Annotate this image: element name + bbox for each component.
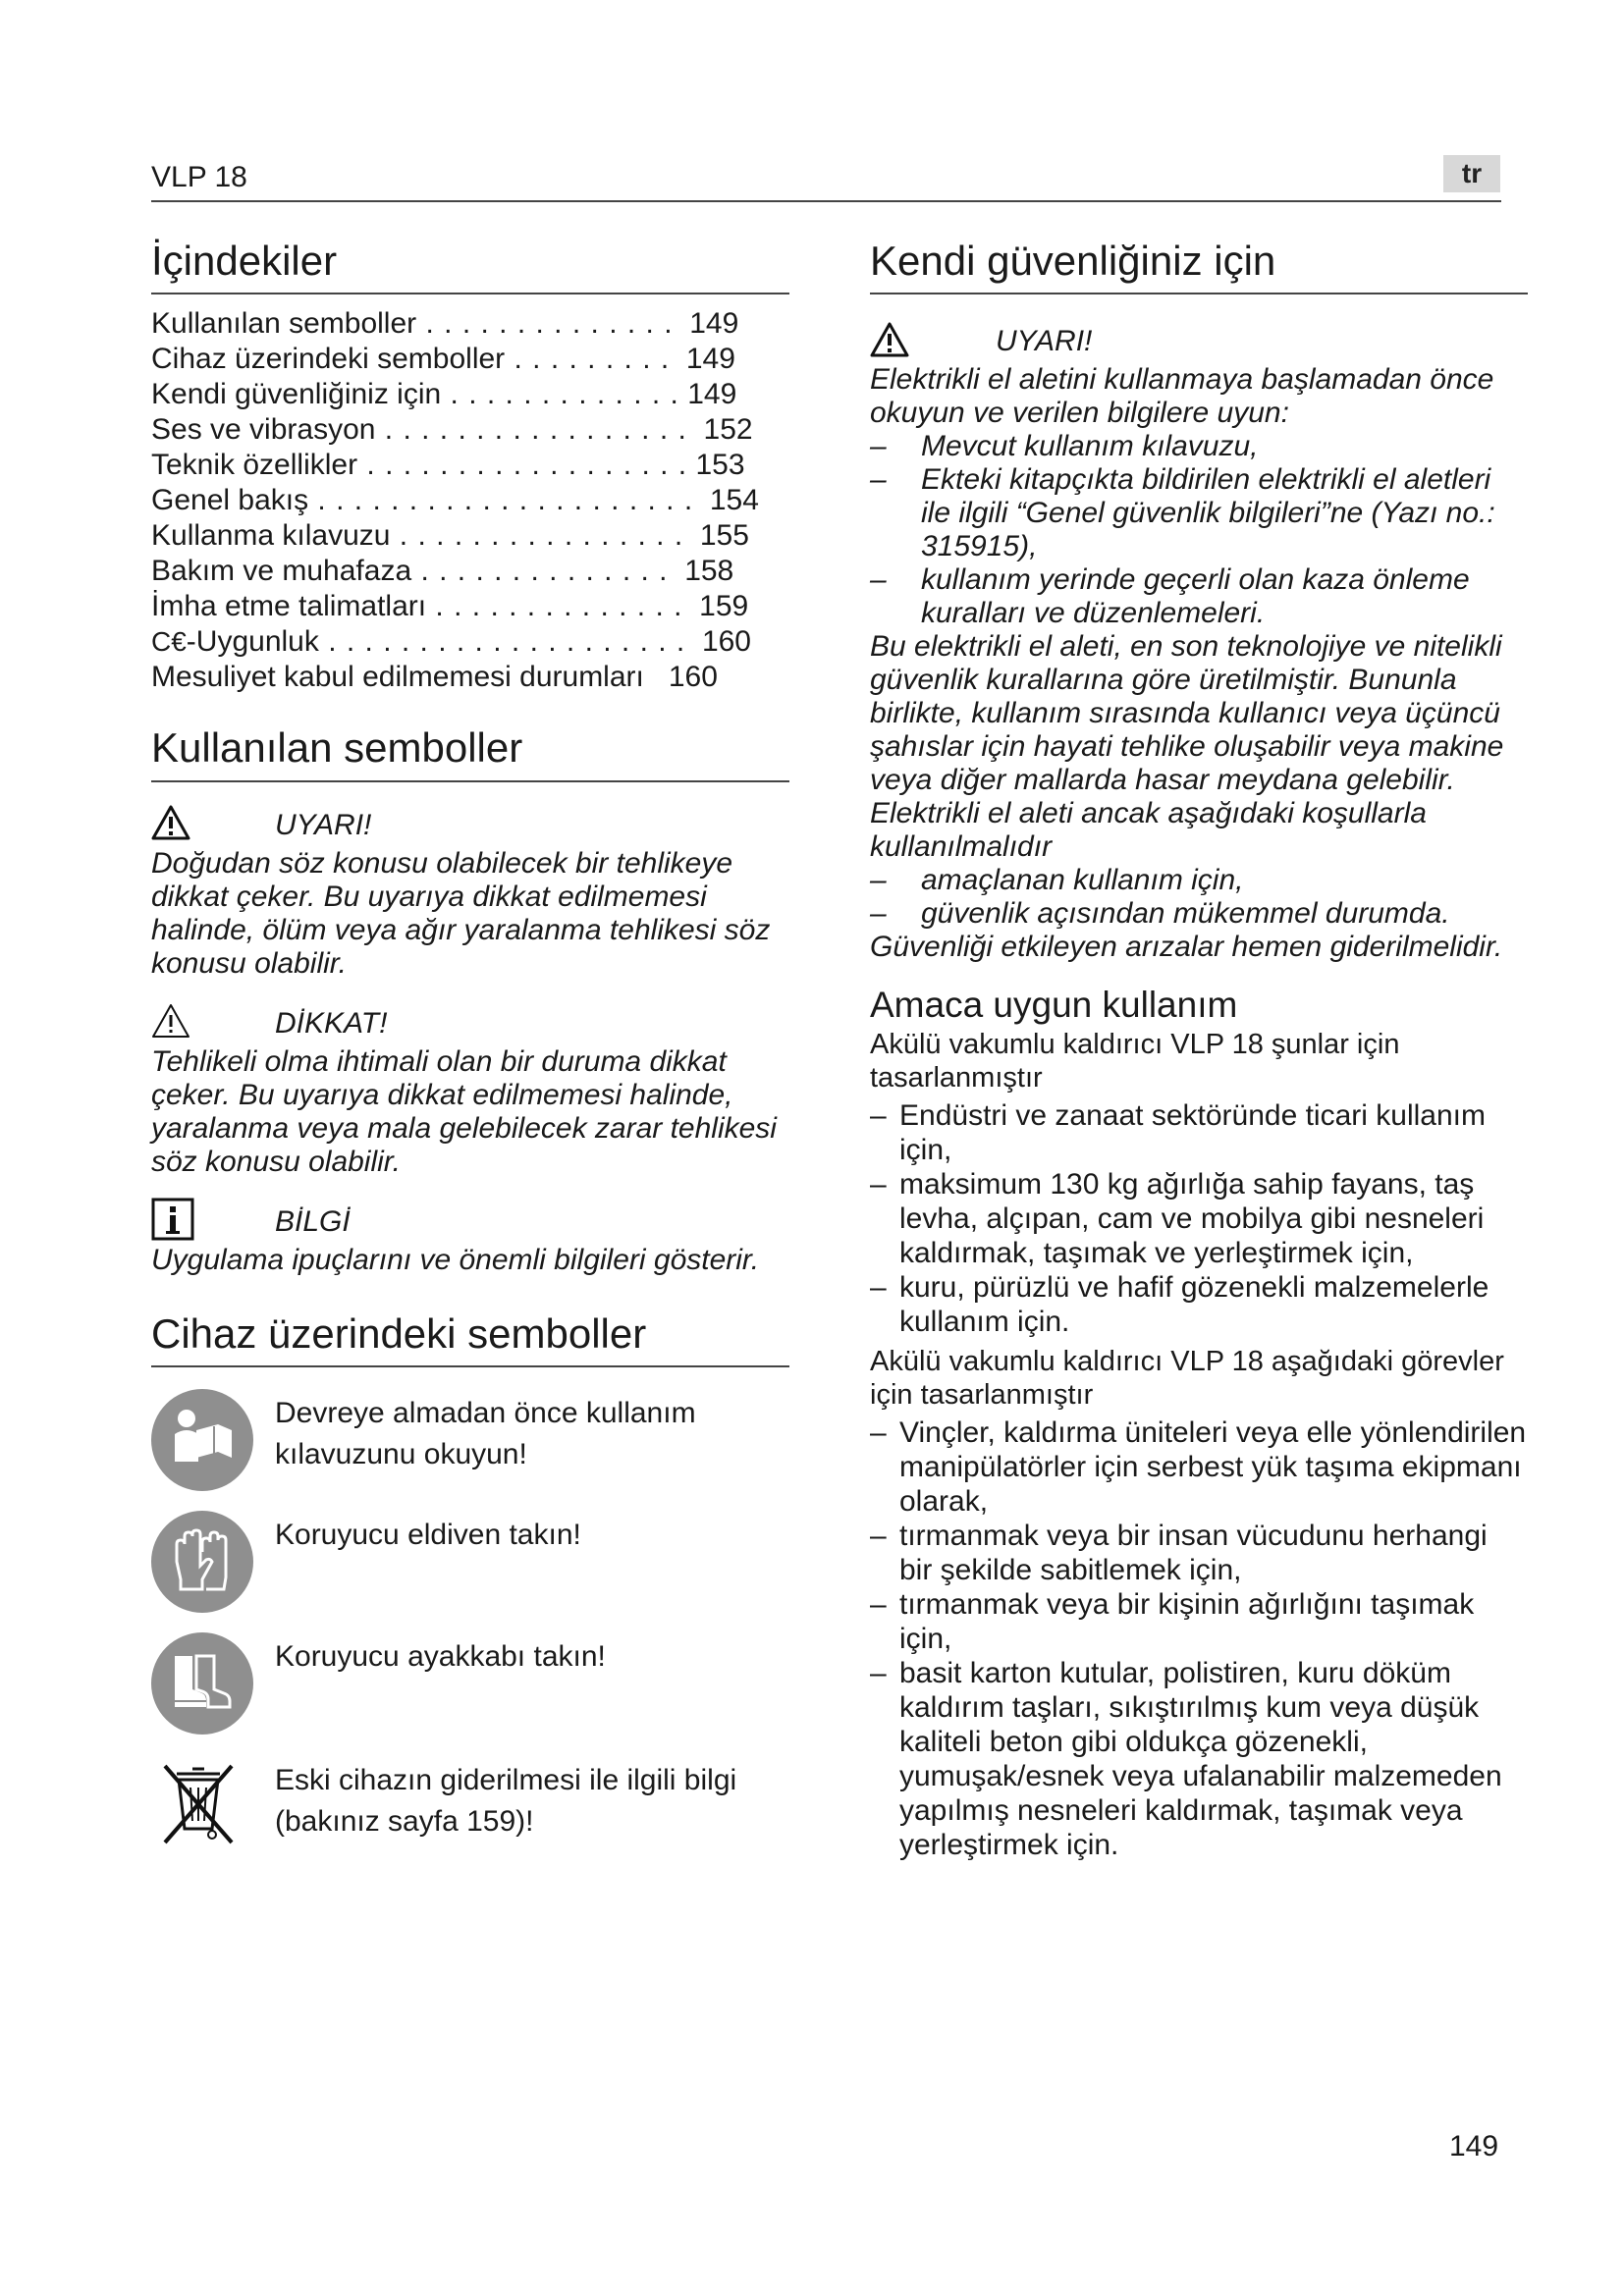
caution-label: DİKKAT!	[275, 1006, 388, 1040]
device-symbol-row	[151, 1632, 789, 1735]
info-text: Uygulama ipuçlarını ve önemli bilgileri gösterir.	[151, 1243, 760, 1276]
device-symbol-row	[151, 1511, 789, 1613]
list-item: – Endüstri ve zanaat sektöründe ticari kullanım için,	[870, 1098, 1486, 1166]
intended-use-list	[870, 1098, 1528, 1339]
device-symbols-title: Cihaz üzerindeki semboller	[151, 1299, 789, 1367]
toc-entry[interactable]: Kullanma kılavuzu . . . . . . . . . . . . . . . . 155	[151, 519, 749, 553]
device-symbol-row	[151, 1389, 789, 1491]
info-note	[151, 1201, 789, 1277]
safety-boots-icon	[163, 1644, 242, 1723]
crossed-bin-icon	[151, 1756, 245, 1850]
warning-triangle-icon	[870, 322, 909, 357]
list-item: – kullanım yerinde geçerli olan kaza önleme kuralları ve düzenlemeleri.	[870, 563, 1470, 630]
list-item: – güvenlik açısından mükemmel durumda.	[870, 897, 1450, 931]
header-divider	[151, 200, 1501, 202]
toc-entry[interactable]: C€-Uygunluk . . . . . . . . . . . . . . . . . . . . 160	[151, 625, 751, 659]
toc-entry[interactable]: İmha etme talimatları . . . . . . . . . . . . . . 159	[151, 590, 749, 623]
safety-title: Kendi güvenliğiniz için	[870, 226, 1528, 294]
safety-warning-head	[870, 320, 1528, 363]
toc-entry[interactable]: Mesuliyet kabul edilmemesi durumları 160	[151, 661, 718, 694]
safety-closing: Güvenliği etkileyen arızalar hemen giderilmelidir.	[870, 931, 1503, 964]
warning-note	[151, 804, 789, 981]
toc-list	[151, 306, 789, 695]
list-item: – basit karton kutular, polistiren, kuru döküm kaldırım taşları, sıkıştırılmış kum veya düşük kaliteli beton gibi oldukça gözenekli, yumuşak/esnek veya ufalanabilir malzemeden yapılmış nesneleri kaldırmak, taşımak veya yerleştirmek için.	[870, 1656, 1502, 1861]
device-symbol-text: Eski cihazın giderilmesi ile ilgili bilgi (bakınız sayfa 159)!	[275, 1763, 737, 1838]
warning-label: UYARI!	[275, 808, 372, 841]
toc-entry[interactable]: Teknik özellikler . . . . . . . . . . . . . . . . . . 153	[151, 449, 745, 482]
caution-triangle-icon	[151, 1003, 190, 1039]
toc-entry[interactable]: Bakım ve muhafaza . . . . . . . . . . . . . . 158	[151, 555, 734, 588]
symbols-used-title: Kullanılan semboller	[151, 713, 789, 781]
safety-warning-label: UYARI!	[996, 325, 1093, 358]
info-label: BİLGİ	[275, 1204, 351, 1238]
list-item: – Ekteki kitapçıkta bildirilen elektrikli el aletleri ile ilgili “Genel güvenlik bilgileri”ne (Yazı no.: 315915),	[870, 463, 1495, 563]
list-item: – Vinçler, kaldırma üniteleri veya elle yönlendirilen manipülatörler için serbest yük taşıma ekipmanı olarak,	[870, 1415, 1527, 1518]
intended-use-title: Amaca uygun kullanım	[870, 985, 1238, 1026]
device-symbol-text: Koruyucu ayakkabı takın!	[275, 1639, 606, 1673]
warning-triangle-icon	[151, 805, 190, 840]
language-badge: tr	[1443, 155, 1500, 192]
device-symbol-text: Devreye almadan önce kullanım kılavuzunu okuyun!	[275, 1396, 696, 1470]
safety-reference-list	[870, 430, 1528, 630]
safety-condition-list	[870, 864, 1528, 931]
page-number: 149	[1449, 2130, 1499, 2163]
device-symbol-row	[151, 1756, 789, 1855]
toc-entry[interactable]: Kullanılan semboller . . . . . . . . . . . . . . 149	[151, 307, 739, 341]
intended-use-intro: Akülü vakumlu kaldırıcı VLP 18 şunlar için tasarlanmıştır	[870, 1028, 1400, 1094]
read-manual-icon	[163, 1401, 242, 1479]
ce-mark-icon: C€	[151, 626, 187, 658]
not-intended-use-intro: Akülü vakumlu kaldırıcı VLP 18 aşağıdaki görevler için tasarlanmıştır	[870, 1345, 1504, 1411]
warning-text: Doğudan söz konusu olabilecek bir tehlikeye dikkat çeker. Bu uyarıya dikkat edilmemesi halinde, ölüm veya ağır yaralanma tehlikesi söz konusu olabilir.	[151, 846, 771, 980]
info-icon	[151, 1198, 194, 1241]
list-item: – Mevcut kullanım kılavuzu,	[870, 430, 1259, 463]
caution-text: Tehlikeli olma ihtimali olan bir duruma dikkat çeker. Bu uyarıya dikkat edilmemesi halinde, yaralanma veya mala gelebilecek zarar tehlikesi söz konusu olabilir.	[151, 1044, 777, 1178]
toc-title: İçindekiler	[151, 226, 789, 294]
toc-entry[interactable]: Cihaz üzerindeki semboller . . . . . . . . . 149	[151, 343, 735, 376]
caution-note	[151, 1002, 789, 1179]
not-intended-use-list	[870, 1415, 1528, 1862]
list-item: – amaçlanan kullanım için,	[870, 864, 1244, 897]
list-item: – maksimum 130 kg ağırlığa sahip fayans, taş levha, alçıpan, cam ve mobilya gibi nesneleri kaldırmak, taşımak ve yerleştirmek için,	[870, 1167, 1485, 1269]
list-item: – kuru, pürüzlü ve hafif gözenekli malzemelerle kullanım için.	[870, 1270, 1489, 1338]
safety-intro: Elektrikli el aletini kullanmaya başlamadan önce okuyun ve verilen bilgilere uyun:	[870, 363, 1494, 430]
list-item: – tırmanmak veya bir kişinin ağırlığını taşımak için,	[870, 1587, 1475, 1655]
toc-entry[interactable]: Ses ve vibrasyon . . . . . . . . . . . . . . . . . 152	[151, 413, 753, 447]
list-item: – tırmanmak veya bir insan vücudunu herhangi bir şekilde sabitlemek için,	[870, 1519, 1488, 1586]
device-symbol-text: Koruyucu eldiven takın!	[275, 1518, 581, 1551]
document-model-title: VLP 18	[151, 161, 247, 193]
left-column	[151, 226, 789, 1855]
safety-paragraph: Bu elektrikli el aleti, en son teknolojiye ve nitelikli güvenlik kurallarına göre üretilmiştir. Bununla birlikte, kullanım sırasında kullanıcı veya üçüncü şahıslar için hayati tehlike oluşabilir veya makine veya diğer mallarda hasar meydana gelebilir. Elektrikli el aleti ancak aşağıdaki koşullarla kullanılmalıdır	[870, 630, 1504, 864]
toc-entry[interactable]: Genel bakış . . . . . . . . . . . . . . . . . . . . . 154	[151, 484, 759, 517]
gloves-icon	[163, 1522, 242, 1601]
toc-entry[interactable]: Kendi güvenliğiniz için . . . . . . . . . . . . . 149	[151, 378, 737, 411]
right-column	[870, 226, 1528, 1862]
